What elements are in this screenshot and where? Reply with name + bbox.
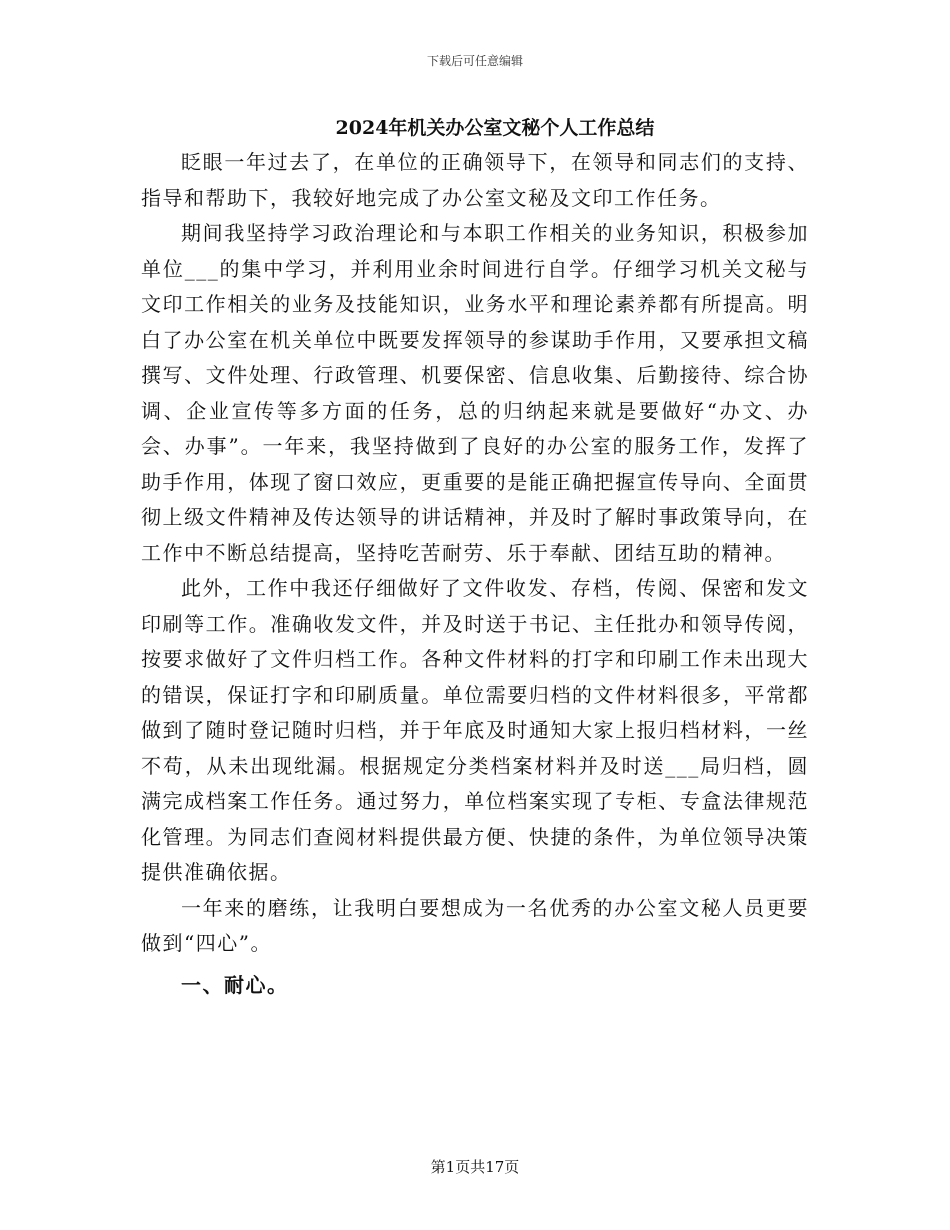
document-title: 2024年机关办公室文秘个人工作总结 (335, 117, 655, 139)
paragraph-1: 眨眼一年过去了，在单位的正确领导下，在领导和同志们的支持、指导和帮助下，我较好地完成了办公室文秘及文印工作任务。 (141, 150, 809, 210)
paragraph-4: 一年来的磨练，让我明白要想成为一名优秀的办公室文秘人员更要做到“四心”。 (141, 895, 809, 955)
paragraph-2: 期间我坚持学习政治理论和与本职工作相关的业务知识，积极参加单位___的集中学习，并利用业余时间进行自学。仔细学习机关文秘与文印工作相关的业务及技能知识，业务水平和理论素养都有所提高。明白了办公室在机关单位中既要发挥领导的参谋助手作用，又要承担文稿撰写、文件处理、行政管理、机要保密、信息收集、后勤接待、综合协调、企业宣传等多方面的任务，总的归纳起来就是要做好“办文、办会、办事”。一年来，我坚持做到了良好的办公室的服务工作，发挥了助手作用，体现了窗口效应，更重要的是能正确把握宣传导向、全面贯彻上级文件精神及传达领导的讲话精神，并及时了解时事政策导向，在工作中不断总结提高，坚持吃苦耐劳、乐于奉献、团结互助的精神。 (141, 221, 809, 565)
section-heading: 一、耐心。 (181, 972, 289, 997)
page-header-note: 下载后可任意编辑 (426, 54, 523, 68)
paragraph-3: 此外，工作中我还仔细做好了文件收发、存档，传阅、保密和发文印刷等工作。准确收发文件，并及时送于书记、主任批办和领导传阅，按要求做好了文件归档工作。各种文件材料的打字和印刷工作未出现大的错误，保证打字和印刷质量。单位需要归档的文件材料很多，平常都做到了随时登记随时归档，并于年底及时通知大家上报归档材料，一丝不苟，从未出现纰漏。根据规定分类档案材料并及时送___局归档，圆满完成档案工作任务。通过努力，单位档案实现了专柜、专盒法律规范化管理。为同志们查阅材料提供最方便、快捷的条件，为单位领导决策提供准确依据。 (141, 576, 809, 884)
page-number: 第1页共17页 (430, 1158, 520, 1176)
document-body (141, 145, 809, 1003)
